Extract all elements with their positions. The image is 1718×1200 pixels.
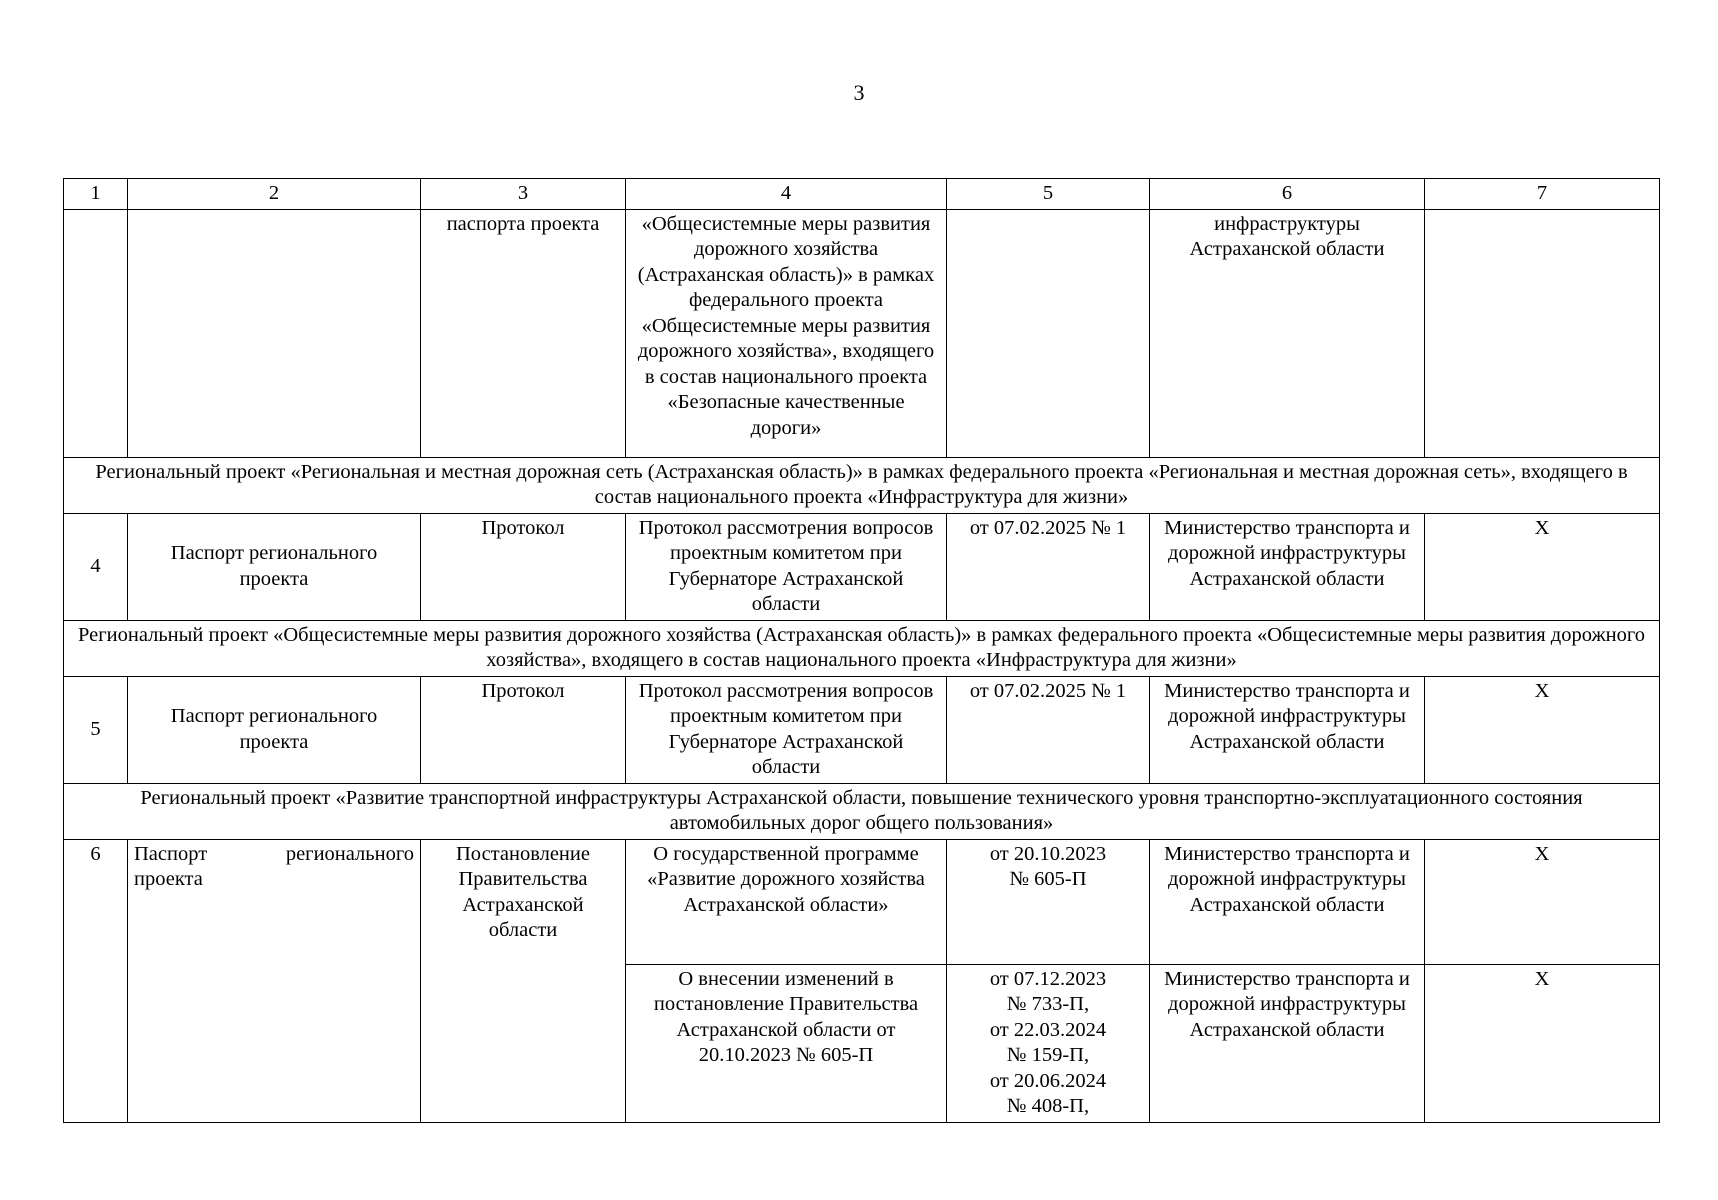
- cell-date: [947, 209, 1150, 457]
- cell-mark: Х: [1425, 964, 1660, 1122]
- date-line: № 605-П: [1009, 868, 1087, 890]
- cell-date: [947, 839, 1150, 964]
- cell-mark: Х: [1425, 513, 1660, 620]
- header-row: [64, 179, 1660, 210]
- section-row: [64, 620, 1660, 676]
- cell-mark: Х: [1425, 839, 1660, 964]
- page-number: 3: [853, 80, 865, 105]
- cell-title: О государственной программе «Развитие дорожного хозяйства Астраханской области»: [626, 839, 947, 964]
- cell-title: «Общесистемные меры развития дорожного хозяйства (Астраханская область)» в рамках федерального проекта «Общесистемные меры развития дорожного хозяйства», входящего в состав национального проекта «Безопасные качественные дороги»: [626, 209, 947, 457]
- cell-title: Протокол рассмотрения вопросов проектным комитетом при Губернаторе Астраханской области: [626, 513, 947, 620]
- section-row: [64, 457, 1660, 513]
- header-cell: 2: [128, 179, 421, 210]
- header-cell: 5: [947, 179, 1150, 210]
- table-row: [64, 839, 1660, 964]
- cell-num: 4: [64, 513, 128, 620]
- cell-type: Протокол: [421, 513, 626, 620]
- header-cell: 7: [1425, 179, 1660, 210]
- cell-mark: Х: [1425, 676, 1660, 783]
- cell-doc: [128, 209, 421, 457]
- cell-type: Постановление Правительства Астраханской области: [421, 839, 626, 1122]
- cell-title: О внесении изменений в постановление Правительства Астраханской области от 20.10.2023 № 605-П: [626, 964, 947, 1122]
- doc-word: Паспорт: [134, 842, 208, 865]
- doc-word: проекта: [134, 868, 203, 890]
- cell-org: Министерство транспорта и дорожной инфраструктуры Астраханской области: [1150, 839, 1425, 964]
- doc-word: регионального: [285, 842, 414, 865]
- date-line: от 07.12.2023: [989, 967, 1107, 990]
- date-line: № 733-П,: [1006, 993, 1090, 1015]
- document-table: [63, 178, 1660, 1123]
- cell-date: [947, 964, 1150, 1122]
- table-row: [64, 513, 1660, 620]
- header-cell: 6: [1150, 179, 1425, 210]
- cell-org: инфраструктуры Астраханской области: [1150, 209, 1425, 457]
- cell-date: от 07.02.2025 № 1: [947, 513, 1150, 620]
- cell-doc: Паспорт регионального проекта: [128, 676, 421, 783]
- header-cell: 1: [64, 179, 128, 210]
- cell-type: Протокол: [421, 676, 626, 783]
- cell-date: от 07.02.2025 № 1: [947, 676, 1150, 783]
- cell-num: 6: [64, 839, 128, 1122]
- date-line: от 22.03.2024: [989, 1018, 1107, 1041]
- section-title: Региональный проект «Региональная и местная дорожная сеть (Астраханская область)» в рамках федерального проекта «Региональная и местная дорожная сеть», входящего в состав национального проекта «Инфраструктура для жизни»: [64, 457, 1660, 513]
- date-line: от 20.10.2023: [989, 842, 1107, 865]
- date-line: № 159-П,: [1006, 1044, 1090, 1066]
- cell-mark: [1425, 209, 1660, 457]
- cell-org: Министерство транспорта и дорожной инфраструктуры Астраханской области: [1150, 676, 1425, 783]
- table-row: [64, 209, 1660, 457]
- cell-org: Министерство транспорта и дорожной инфраструктуры Астраханской области: [1150, 513, 1425, 620]
- header-cell: 3: [421, 179, 626, 210]
- cell-org: Министерство транспорта и дорожной инфраструктуры Астраханской области: [1150, 964, 1425, 1122]
- cell-type: паспорта проекта: [421, 209, 626, 457]
- table-row: [64, 676, 1660, 783]
- header-cell: 4: [626, 179, 947, 210]
- section-title: Региональный проект «Развитие транспортной инфраструктуры Астраханской области, повышение технического уровня транспортно-эксплуатационного состояния автомобильных дорог общего пользования»: [64, 783, 1660, 839]
- date-line: от 20.06.2024: [989, 1069, 1107, 1092]
- cell-num: [64, 209, 128, 457]
- section-row: [64, 783, 1660, 839]
- cell-title: Протокол рассмотрения вопросов проектным комитетом при Губернаторе Астраханской области: [626, 676, 947, 783]
- date-line: № 408-П,: [1006, 1095, 1090, 1117]
- cell-doc: Паспорт регионального проекта: [128, 513, 421, 620]
- cell-doc: [128, 839, 421, 1122]
- cell-num: 5: [64, 676, 128, 783]
- section-title: Региональный проект «Общесистемные меры развития дорожного хозяйства (Астраханская область)» в рамках федерального проекта «Общесистемные меры развития дорожного хозяйства», входящего в состав национального проекта «Инфраструктура для жизни»: [64, 620, 1660, 676]
